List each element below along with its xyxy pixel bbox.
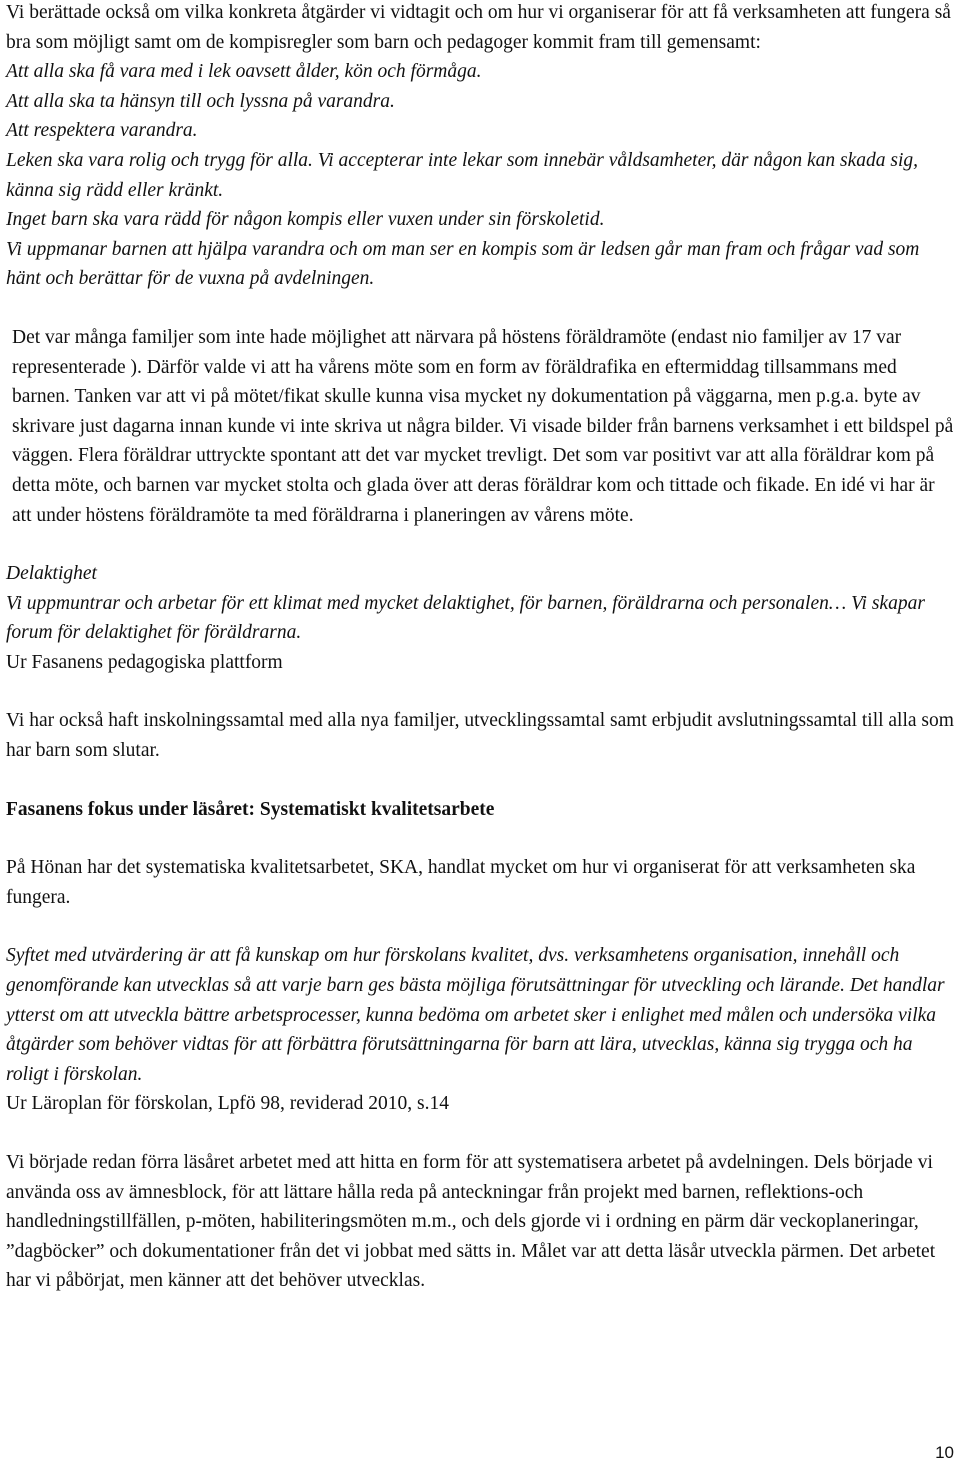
parents-meeting-paragraph: Det var många familjer som inte hade möjlighet att närvara på höstens föräldramöte (endast nio familjer av 17 var representerade ). Därför valde vi att ha vårens möte som en form av föräldrafika en eftermiddag tillsammans med barnen. Tanken var att vi på mötet/fikat skulle kunna visa mycket ny dokumentation på väggarna, men p.g.a. byte av skrivare just dagarna innan kunde vi inte skriva ut några bilder. Vi visade bilder från barnens verksamhet i ett bildspel på väggen. Flera föräldrar uttryckte spontant att det var mycket trevligt. Det som var positivt var att alla föräldrar kom på detta möte, och barnen var mycket stolta och glada över att deras föräldrar kom och tittade och fikade. En idé vi har är att under höstens föräldramöte ta med föräldrarna i planeringen av vårens möte. [12,326,954,526]
rule-item: Inget barn ska vara rädd för någon kompis eller vuxen under sin förskoletid. [6,209,605,231]
rule-item: Leken ska vara rolig och trygg för alla. Vi accepterar inte lekar som innebär våldsamheter, där någon kan skada sig, känna sig rädd eller kränkt. [6,149,919,201]
delaktighet-quote: Vi uppmuntrar och arbetar för ett klimat med mycket delaktighet, för barnen, föräldrarna och personalen… Vi skapar forum för delaktighet för föräldrarna. [6,592,925,644]
section-heading: Fasanens fokus under läsåret: Systematiskt kvalitetsarbete [6,798,495,820]
document-page [6,0,954,1296]
work-paragraph: Vi började redan förra läsåret arbetet med att hitta en form för att systematisera arbetet på avdelningen. Dels började vi använda oss av ämnesblock, för att lättare hålla reda på anteckningar från projekt med barnen, reflektions-och handledningstillfällen, p-möten, habiliteringsmöten m.m., och dels gjorde vi i ordning en pärm där veckoplaneringar, ”dagböcker” och dokumentationer från det vi jobbat med sätts in. Målet var att detta läsår utveckla pärmen. Det arbetet har vi påbörjat, men känner att det behöver utvecklas. [6,1152,936,1292]
rule-item: Att respektera varandra. [6,120,198,142]
syfte-section [6,941,954,1119]
rule-item: Att alla ska få vara med i lek oavsett ålder, kön och förmåga. [6,61,482,83]
page-number: 10 [935,1443,954,1462]
rule-item: Vi uppmanar barnen att hjälpa varandra och om man ser en kompis som är ledsen går man fram och frågar vad som hänt och berättar för de vuxna på avdelningen. [6,238,920,290]
delaktighet-source: Ur Fasanens pedagogiska plattform [6,651,283,673]
delaktighet-title: Delaktighet [6,563,97,585]
talks-paragraph: Vi har också haft inskolningssamtal med alla nya familjer, utvecklingssamtal samt erbjudit avslutningssamtal till alla som har barn som slutar. [6,710,954,762]
kompisregler-list [6,57,954,294]
rule-item: Att alla ska ta hänsyn till och lyssna på varandra. [6,90,395,112]
syfte-quote: Syftet med utvärdering är att få kunskap om hur förskolans kvalitet, dvs. verksamhetens organisation, innehåll och genomförande kan utvecklas så att varje barn ges bästa möjliga förutsättningar för utveckling och lärande. Det handlar ytterst om att utveckla bättre arbetsprocesser, kunna bedöma om arbetet sker i enlighet med målen och undersöka vilka åtgärder som behöver vidtas för att förbättra förutsättningarna för barn att lära, utvecklas, känna sig trygga och ha roligt i förskolan. [6,945,945,1085]
syfte-source: Ur Läroplan för förskolan, Lpfö 98, reviderad 2010, s.14 [6,1093,449,1115]
delaktighet-section [6,559,954,677]
honan-paragraph: På Hönan har det systematiska kvalitetsarbetet, SKA, handlat mycket om hur vi organiserat för att verksamheten ska fungera. [6,857,916,908]
intro-paragraph: Vi berättade också om vilka konkreta åtgärder vi vidtagit och om hur vi organiserar för att få verksamheten att fungera så bra som möjligt samt om de kompisregler som barn och pedagoger kommit fram till gemensamt: [6,2,951,53]
